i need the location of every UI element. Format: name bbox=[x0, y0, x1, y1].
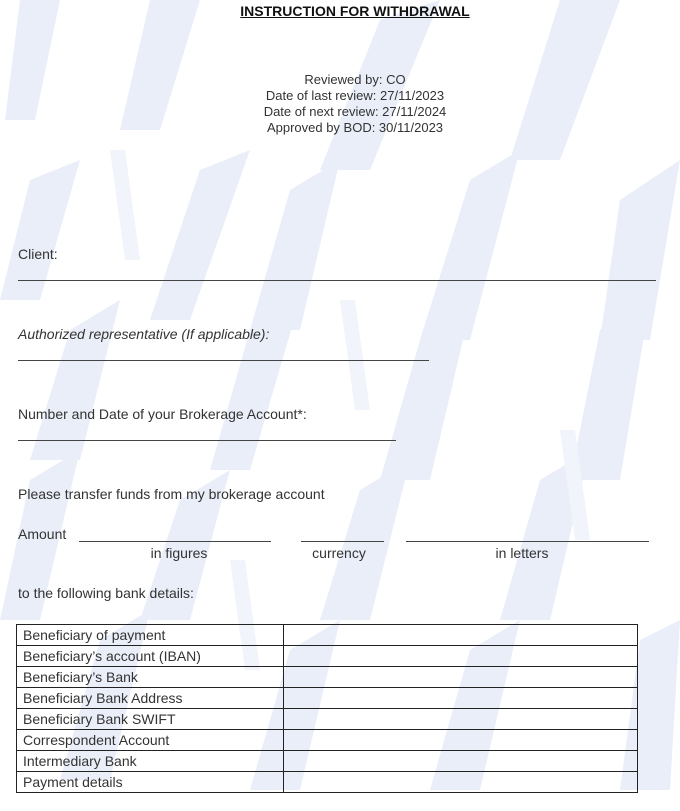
amount-figures-line[interactable] bbox=[79, 541, 271, 542]
document-title: INSTRUCTION FOR WITHDRAWAL bbox=[240, 3, 470, 19]
table-row bbox=[17, 751, 638, 772]
row-label-correspondent: Correspondent Account bbox=[17, 730, 284, 751]
authorized-rep-label: Authorized representative (If applicable): bbox=[18, 326, 270, 342]
next-review-date: Date of next review: 27/11/2024 bbox=[263, 104, 447, 119]
table-row bbox=[17, 730, 638, 751]
row-value-iban[interactable] bbox=[284, 646, 638, 667]
currency-line[interactable] bbox=[301, 541, 384, 542]
transfer-intro: Please transfer funds from my brokerage account bbox=[18, 486, 325, 502]
in-letters-caption: in letters bbox=[495, 545, 549, 561]
table-row bbox=[17, 709, 638, 730]
review-info bbox=[0, 72, 680, 136]
row-label-bank-address: Beneficiary Bank Address bbox=[17, 688, 284, 709]
account-line[interactable] bbox=[18, 440, 396, 441]
amount-letters-line[interactable] bbox=[406, 541, 649, 542]
row-label-swift: Beneficiary Bank SWIFT bbox=[17, 709, 284, 730]
table-row bbox=[17, 646, 638, 667]
row-label-beneficiary: Beneficiary of payment bbox=[17, 625, 284, 646]
row-label-bank: Beneficiary’s Bank bbox=[17, 667, 284, 688]
row-label-payment-details: Payment details bbox=[17, 772, 284, 793]
account-label: Number and Date of your Brokerage Account*: bbox=[18, 406, 307, 422]
client-label: Client: bbox=[18, 246, 58, 262]
row-value-correspondent[interactable] bbox=[284, 730, 638, 751]
row-value-swift[interactable] bbox=[284, 709, 638, 730]
approved-by: Approved by BOD: 30/11/2023 bbox=[266, 120, 444, 135]
last-review-date: Date of last review: 27/11/2023 bbox=[265, 88, 445, 103]
table-row bbox=[17, 667, 638, 688]
row-value-payment-details[interactable] bbox=[284, 772, 638, 793]
in-figures-caption: in figures bbox=[150, 545, 208, 561]
currency-caption: currency bbox=[312, 545, 366, 561]
row-value-intermediary[interactable] bbox=[284, 751, 638, 772]
authorized-rep-line[interactable] bbox=[18, 360, 429, 361]
table-row bbox=[17, 625, 638, 646]
row-value-beneficiary[interactable] bbox=[284, 625, 638, 646]
table-row bbox=[17, 772, 638, 793]
row-label-iban: Beneficiary’s account (IBAN) bbox=[17, 646, 284, 667]
row-label-intermediary: Intermediary Bank bbox=[17, 751, 284, 772]
row-value-bank-address[interactable] bbox=[284, 688, 638, 709]
bank-details-label: to the following bank details: bbox=[18, 585, 194, 601]
reviewed-by: Reviewed by: CO bbox=[304, 72, 406, 87]
bank-details-table bbox=[16, 624, 638, 793]
table-row bbox=[17, 688, 638, 709]
row-value-bank[interactable] bbox=[284, 667, 638, 688]
client-line[interactable] bbox=[18, 280, 656, 281]
amount-label: Amount bbox=[18, 526, 67, 542]
